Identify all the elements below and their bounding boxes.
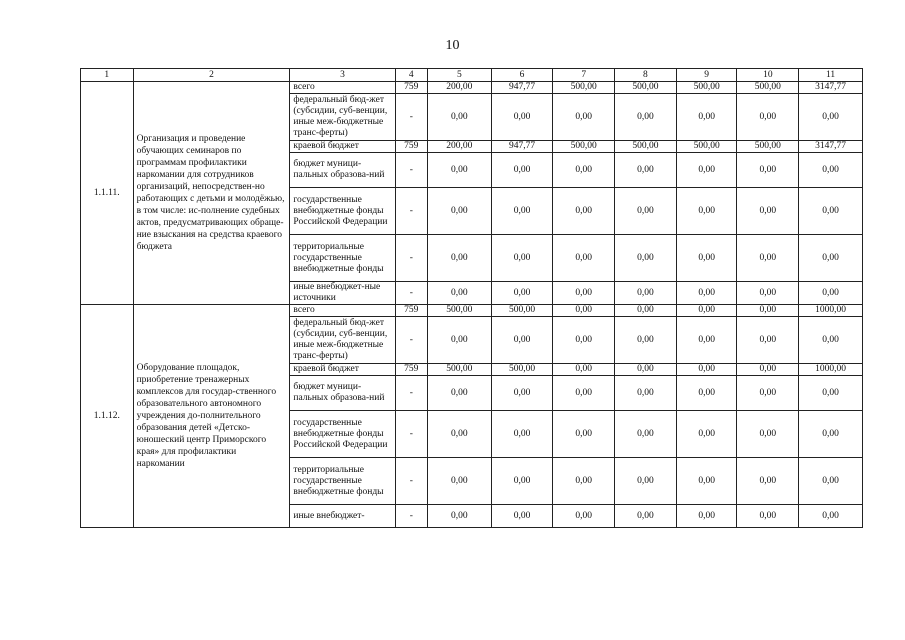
amount-cell: 0,00 — [553, 305, 615, 317]
amount-cell: 0,00 — [676, 364, 737, 376]
amount-cell: 947,77 — [491, 141, 553, 153]
budget-code: - — [395, 317, 427, 364]
amount-cell: 0,00 — [799, 411, 863, 458]
item-number: 1.1.11. — [81, 82, 134, 305]
amount-cell: 0,00 — [491, 317, 553, 364]
funding-source: бюджет муници-пальных образова-ний — [290, 153, 395, 188]
header-cell: 8 — [615, 69, 677, 82]
header-cell: 10 — [737, 69, 799, 82]
budget-code: - — [395, 235, 427, 282]
funding-source: федеральный бюд-жет (субсидии, суб-венции, иные меж-бюджетные транс-ферты) — [290, 94, 395, 141]
amount-cell: 0,00 — [737, 458, 799, 505]
budget-code: - — [395, 153, 427, 188]
amount-cell: 0,00 — [676, 305, 737, 317]
budget-code: 759 — [395, 141, 427, 153]
budget-code: - — [395, 376, 427, 411]
amount-cell: 0,00 — [737, 376, 799, 411]
amount-cell: 0,00 — [799, 94, 863, 141]
header-cell: 9 — [676, 69, 737, 82]
funding-source: государственные внебюджетные фонды Российской Федерации — [290, 188, 395, 235]
item-description: Оборудование площадок, приобретение тренажерных комплексов для государ-ственного образовательного автономного учреждения до-полнительного образования детей «Детско-юношеский центр Приморского края» для профилактики наркомании — [133, 305, 290, 528]
funding-source: иные внебюджет- — [290, 505, 395, 528]
amount-cell: 200,00 — [427, 82, 491, 94]
amount-cell: 200,00 — [427, 141, 491, 153]
amount-cell: 0,00 — [615, 317, 677, 364]
amount-cell: 0,00 — [615, 188, 677, 235]
budget-code: - — [395, 505, 427, 528]
amount-cell: 0,00 — [737, 153, 799, 188]
amount-cell: 947,77 — [491, 82, 553, 94]
budget-code: 759 — [395, 82, 427, 94]
amount-cell: 0,00 — [799, 505, 863, 528]
amount-cell: 500,00 — [491, 364, 553, 376]
amount-cell: 0,00 — [491, 282, 553, 305]
amount-cell: 0,00 — [615, 305, 677, 317]
amount-cell: 0,00 — [799, 317, 863, 364]
amount-cell: 500,00 — [427, 364, 491, 376]
budget-code: 759 — [395, 305, 427, 317]
amount-cell: 0,00 — [553, 282, 615, 305]
amount-cell: 0,00 — [615, 458, 677, 505]
amount-cell: 0,00 — [737, 188, 799, 235]
budget-code: 759 — [395, 364, 427, 376]
funding-source: бюджет муници-пальных образова-ний — [290, 376, 395, 411]
amount-cell: 0,00 — [676, 153, 737, 188]
amount-cell: 0,00 — [676, 282, 737, 305]
amount-cell: 0,00 — [491, 153, 553, 188]
header-cell: 11 — [799, 69, 863, 82]
amount-cell: 0,00 — [427, 376, 491, 411]
amount-cell: 0,00 — [427, 94, 491, 141]
amount-cell: 0,00 — [737, 411, 799, 458]
amount-cell: 0,00 — [427, 153, 491, 188]
amount-cell: 1000,00 — [799, 305, 863, 317]
amount-cell: 1000,00 — [799, 364, 863, 376]
funding-source: федеральный бюд-жет (субсидии, суб-венции, иные меж-бюджетные транс-ферты) — [290, 317, 395, 364]
header-row — [81, 69, 863, 82]
funding-source: всего — [290, 305, 395, 317]
amount-cell: 0,00 — [676, 235, 737, 282]
header-cell: 4 — [395, 69, 427, 82]
amount-cell: 0,00 — [427, 188, 491, 235]
amount-cell: 0,00 — [799, 282, 863, 305]
amount-cell: 500,00 — [737, 141, 799, 153]
amount-cell: 3147,77 — [799, 82, 863, 94]
amount-cell: 0,00 — [491, 505, 553, 528]
amount-cell: 0,00 — [553, 376, 615, 411]
amount-cell: 0,00 — [737, 305, 799, 317]
amount-cell: 0,00 — [615, 376, 677, 411]
amount-cell: 0,00 — [799, 235, 863, 282]
amount-cell: 0,00 — [799, 153, 863, 188]
amount-cell: 0,00 — [799, 458, 863, 505]
budget-code: - — [395, 188, 427, 235]
amount-cell: 0,00 — [553, 153, 615, 188]
amount-cell: 0,00 — [427, 235, 491, 282]
amount-cell: 0,00 — [491, 188, 553, 235]
amount-cell: 0,00 — [676, 188, 737, 235]
amount-cell: 0,00 — [427, 317, 491, 364]
amount-cell: 0,00 — [737, 94, 799, 141]
budget-code: - — [395, 282, 427, 305]
amount-cell: 0,00 — [676, 376, 737, 411]
header-cell: 6 — [491, 69, 553, 82]
amount-cell: 0,00 — [615, 94, 677, 141]
header-cell: 5 — [427, 69, 491, 82]
amount-cell: 0,00 — [799, 188, 863, 235]
amount-cell: 0,00 — [553, 364, 615, 376]
amount-cell: 500,00 — [676, 141, 737, 153]
amount-cell: 0,00 — [491, 458, 553, 505]
amount-cell: 0,00 — [553, 235, 615, 282]
amount-cell: 0,00 — [615, 364, 677, 376]
amount-cell: 0,00 — [799, 376, 863, 411]
amount-cell: 500,00 — [491, 305, 553, 317]
amount-cell: 500,00 — [427, 305, 491, 317]
budget-table — [80, 68, 863, 528]
amount-cell: 0,00 — [737, 317, 799, 364]
amount-cell: 0,00 — [615, 235, 677, 282]
amount-cell: 500,00 — [615, 82, 677, 94]
table-row — [81, 82, 863, 94]
funding-source: краевой бюджет — [290, 141, 395, 153]
budget-code: - — [395, 94, 427, 141]
amount-cell: 500,00 — [553, 82, 615, 94]
funding-source: территориальные государственные внебюджетные фонды — [290, 235, 395, 282]
table-body — [81, 69, 863, 528]
amount-cell: 0,00 — [427, 458, 491, 505]
amount-cell: 0,00 — [737, 364, 799, 376]
amount-cell: 0,00 — [553, 317, 615, 364]
amount-cell: 500,00 — [615, 141, 677, 153]
amount-cell: 0,00 — [491, 94, 553, 141]
amount-cell: 0,00 — [676, 317, 737, 364]
item-number: 1.1.12. — [81, 305, 134, 528]
amount-cell: 0,00 — [553, 94, 615, 141]
funding-source: краевой бюджет — [290, 364, 395, 376]
table-row — [81, 305, 863, 317]
amount-cell: 0,00 — [615, 505, 677, 528]
amount-cell: 0,00 — [615, 411, 677, 458]
header-cell: 3 — [290, 69, 395, 82]
funding-source: всего — [290, 82, 395, 94]
funding-source: государственные внебюджетные фонды Российской Федерации — [290, 411, 395, 458]
amount-cell: 0,00 — [676, 94, 737, 141]
item-description: Организация и проведение обучающих семинаров по программам профилактики наркомании для сотрудников организаций, непосредствен-но работающих с детьми и молодёжью, в том числе: ис-полнение судебных актов, предусматривающих обраще-ние взыскания на средства краевого бюджета — [133, 82, 290, 305]
amount-cell: 0,00 — [737, 282, 799, 305]
amount-cell: 0,00 — [427, 282, 491, 305]
page-number: 10 — [445, 38, 460, 53]
amount-cell: 0,00 — [676, 411, 737, 458]
budget-code: - — [395, 458, 427, 505]
amount-cell: 0,00 — [427, 411, 491, 458]
amount-cell: 0,00 — [737, 505, 799, 528]
amount-cell: 0,00 — [615, 153, 677, 188]
header-cell: 1 — [81, 69, 134, 82]
amount-cell: 0,00 — [676, 505, 737, 528]
amount-cell: 500,00 — [553, 141, 615, 153]
amount-cell: 500,00 — [737, 82, 799, 94]
amount-cell: 0,00 — [553, 188, 615, 235]
amount-cell: 0,00 — [553, 505, 615, 528]
amount-cell: 0,00 — [491, 376, 553, 411]
budget-code: - — [395, 411, 427, 458]
amount-cell: 0,00 — [491, 411, 553, 458]
amount-cell: 0,00 — [491, 235, 553, 282]
amount-cell: 0,00 — [737, 235, 799, 282]
amount-cell: 0,00 — [427, 505, 491, 528]
amount-cell: 0,00 — [676, 458, 737, 505]
amount-cell: 0,00 — [553, 458, 615, 505]
amount-cell: 3147,77 — [799, 141, 863, 153]
funding-source: территориальные государственные внебюджетные фонды — [290, 458, 395, 505]
amount-cell: 500,00 — [676, 82, 737, 94]
funding-source: иные внебюджет-ные источники — [290, 282, 395, 305]
amount-cell: 0,00 — [615, 282, 677, 305]
header-cell: 2 — [133, 69, 290, 82]
amount-cell: 0,00 — [553, 411, 615, 458]
header-cell: 7 — [553, 69, 615, 82]
